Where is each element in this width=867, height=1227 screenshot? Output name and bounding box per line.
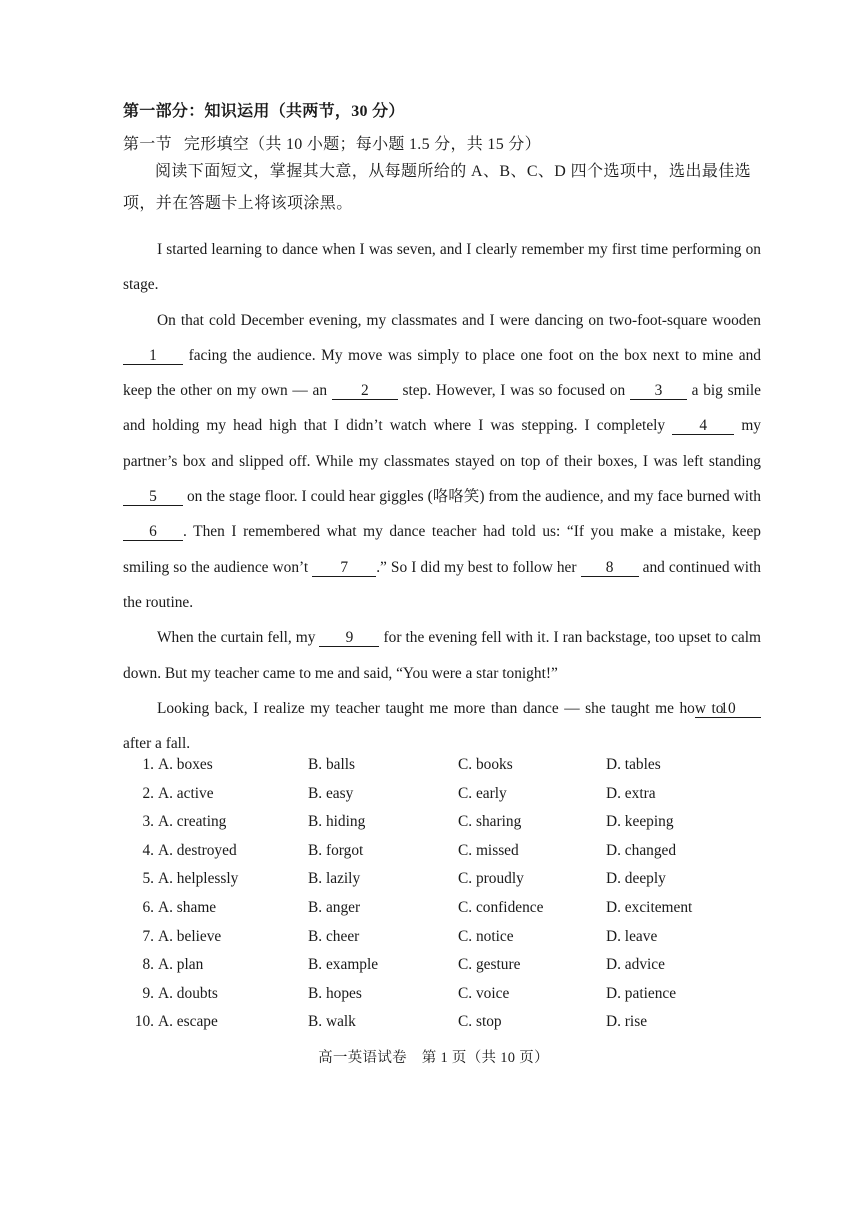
passage-text: . Then I remembered what my dance teacher had told us: “If you make a mistake, keep smiling so the audience won’t — [123, 523, 761, 576]
option-d: D. tables — [606, 756, 661, 773]
cloze-passage — [123, 232, 761, 761]
question-number: 7. — [142, 927, 154, 945]
subsection-heading — [123, 131, 541, 154]
option-d: D. deeply — [606, 870, 666, 888]
passage-text: facing the audience. My move was simply to place one foot on the box next to mine and keep the other on my own — an — [123, 346, 761, 400]
passage-text: on the stage floor. I could hear giggles (咯咯笑) from the audience, and my face burned with — [186, 488, 761, 506]
option-a: A. destroyed — [158, 841, 237, 859]
blank-9: 9 — [319, 629, 379, 647]
question-row — [0, 956, 867, 984]
passage-paragraph-2 — [123, 303, 761, 621]
question-number: 6. — [142, 899, 154, 916]
passage-paragraph-1: I started learning to dance when I was seven, and I clearly remember my first time performing on stage. — [123, 241, 761, 294]
passage-text: a big smile and holding my head high that I didn’t watch where I was stepping. I completely — [123, 382, 761, 435]
option-c: C. sharing — [458, 813, 522, 831]
section-title: 第一部分：知识运用（共两节，30 分） — [123, 103, 405, 120]
question-number: 9. — [142, 984, 154, 1002]
instructions: 阅读下面短文，掌握其大意，从每题所给的 A、B、C、D 四个选项中，选出最佳选项，并在答题卡上将该项涂黑。 — [123, 163, 752, 212]
blank-5: 5 — [123, 488, 183, 506]
option-b: B. lazily — [308, 870, 361, 888]
option-c: C. proudly — [458, 870, 524, 888]
passage-text: Looking back, I realize my teacher taught me more than dance — she taught me how to — [157, 699, 724, 717]
option-b: B. balls — [308, 756, 356, 773]
option-a: A. helplessly — [158, 870, 239, 888]
option-b: B. easy — [308, 784, 354, 802]
blank-7: 7 — [312, 559, 376, 577]
option-c: C. gesture — [458, 956, 521, 974]
passage-text: .” So I did my best to follow her — [376, 558, 577, 576]
option-c: C. early — [458, 784, 507, 802]
option-d: D. patience — [606, 984, 677, 1002]
page-footer: 高一英语试卷 第 1 页（共 10 页） — [318, 1050, 549, 1066]
question-row — [0, 756, 867, 784]
passage-text: On that cold December evening, my classmates and I were dancing on two-foot-square wooden — [157, 311, 761, 329]
question-row — [0, 928, 867, 956]
option-a: A. plan — [158, 956, 204, 974]
option-c: C. voice — [458, 984, 510, 1002]
option-c: C. missed — [458, 841, 519, 859]
question-row — [0, 785, 867, 813]
passage-paragraph-4 — [123, 691, 761, 762]
blank-4: 4 — [672, 417, 734, 435]
option-d: D. changed — [606, 841, 677, 859]
option-a: A. active — [158, 784, 214, 802]
question-row — [0, 1013, 867, 1041]
option-a: A. boxes — [158, 756, 213, 773]
passage-text: after a fall. — [123, 735, 191, 753]
option-b: B. hopes — [308, 984, 362, 1002]
question-row — [0, 813, 867, 841]
option-a: A. believe — [158, 927, 222, 945]
question-row — [0, 842, 867, 870]
question-row — [0, 985, 867, 1013]
option-b: B. forgot — [308, 841, 364, 859]
option-d: D. advice — [606, 956, 665, 974]
option-a: A. doubts — [158, 984, 218, 1002]
passage-text: for the evening fell with it. I ran backstage, too upset to calm down. But my teacher came to me and said, “You were a star tonight!” — [123, 629, 761, 682]
option-b: B. example — [308, 956, 379, 974]
blank-6: 6 — [123, 523, 183, 541]
blank-10: 10 — [695, 700, 761, 718]
subsection-label: 第一节 — [123, 136, 172, 153]
question-number: 3. — [142, 813, 154, 831]
question-row — [0, 899, 867, 927]
question-number: 5. — [142, 870, 154, 888]
question-number: 8. — [142, 956, 154, 974]
option-a: A. creating — [158, 813, 227, 831]
option-d: D. leave — [606, 927, 658, 945]
option-c: C. books — [458, 756, 513, 773]
option-b: B. anger — [308, 899, 361, 916]
question-number: 4. — [142, 841, 154, 859]
option-d: D. rise — [606, 1013, 648, 1031]
passage-paragraph-3 — [123, 620, 761, 691]
blank-1: 1 — [123, 347, 183, 365]
option-b: B. hiding — [308, 813, 366, 831]
blank-8: 8 — [581, 559, 639, 577]
passage-text: my partner’s box and slipped off. While my classmates stayed on top of their boxes, I was left standing — [123, 417, 761, 470]
option-c: C. confidence — [458, 899, 544, 916]
option-a: A. escape — [158, 1013, 218, 1031]
question-number: 2. — [142, 784, 154, 802]
option-b: B. walk — [308, 1013, 356, 1031]
blank-3: 3 — [630, 382, 687, 400]
option-d: D. extra — [606, 784, 656, 802]
option-a: A. shame — [158, 899, 217, 916]
option-b: B. cheer — [308, 927, 360, 945]
option-c: C. stop — [458, 1013, 502, 1031]
option-d: D. excitement — [606, 899, 693, 916]
passage-text: When the curtain fell, my — [157, 629, 316, 647]
option-c: C. notice — [458, 927, 514, 945]
question-number: 10. — [134, 1013, 154, 1031]
question-row — [0, 870, 867, 898]
subsection-name: 完形填空（共 10 小题；每小题 1.5 分，共 15 分） — [183, 136, 541, 153]
passage-text: and continued with the routine. — [123, 558, 761, 611]
passage-text: step. However, I was so focused on — [402, 382, 626, 400]
question-number: 1. — [142, 756, 154, 773]
option-d: D. keeping — [606, 813, 674, 831]
blank-2: 2 — [332, 382, 398, 400]
